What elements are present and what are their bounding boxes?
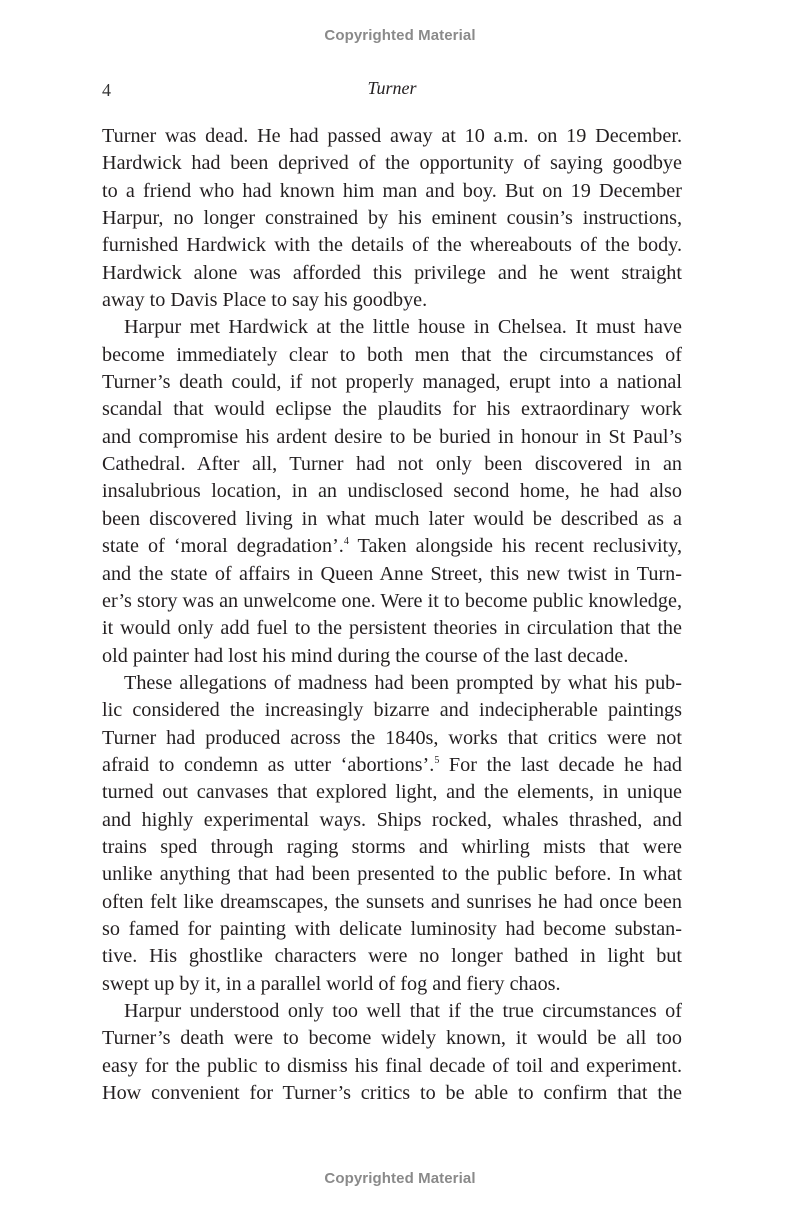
text-line: often felt like dreamscapes, the sunsets and sunrises he had once been bbox=[102, 890, 682, 913]
paragraph bbox=[102, 998, 682, 1107]
text-line: to a friend who had known him man and boy. But on 19 December bbox=[102, 179, 682, 202]
text-segment: afraid to condemn as utter ‘abortions’. bbox=[102, 753, 435, 776]
text-line: These allegations of madness had been prompted by what his pub- bbox=[124, 671, 682, 694]
text-line: Turner had produced across the 1840s, works that critics were not bbox=[102, 726, 682, 749]
text-line: and highly experimental ways. Ships rocked, whales thrashed, and bbox=[102, 808, 682, 831]
text-line: Harpur met Hardwick at the little house in Chelsea. It must have bbox=[124, 316, 682, 339]
paragraph bbox=[102, 314, 682, 669]
text-line: swept up by it, in a parallel world of fog and fiery chaos. bbox=[102, 972, 561, 995]
text-line: Hardwick had been deprived of the opportunity of saying goodbye bbox=[102, 152, 682, 175]
text-line bbox=[102, 752, 682, 779]
footnote-reference[interactable]: 5 bbox=[434, 754, 440, 766]
text-line: er’s story was an unwelcome one. Were it to become public knowledge, bbox=[102, 589, 682, 612]
copyright-watermark-top: Copyrighted Material bbox=[324, 27, 476, 44]
text-line: furnished Hardwick with the details of the whereabouts of the body. bbox=[102, 234, 682, 257]
text-line: it would only add fuel to the persistent theories in circulation that the bbox=[102, 617, 682, 640]
text-line: Harpur understood only too well that if the true circumstances of bbox=[124, 1000, 682, 1022]
paragraph bbox=[102, 670, 682, 998]
text-line: and the state of affairs in Queen Anne Street, this new twist in Turn- bbox=[102, 562, 682, 585]
text-line: Turner was dead. He had passed away at 10 a.m. on 19 December. bbox=[102, 125, 682, 147]
text-line: Harpur, no longer constrained by his eminent cousin’s instructions, bbox=[102, 207, 682, 230]
text-line: so famed for painting with delicate luminosity had become substan- bbox=[102, 917, 682, 940]
body-text bbox=[102, 123, 682, 1107]
text-line: trains sped through raging storms and whirling mists that were bbox=[102, 835, 682, 858]
text-line: been discovered living in what much later would be described as a bbox=[102, 507, 682, 530]
text-line: unlike anything that had been presented to the public before. In what bbox=[102, 863, 682, 886]
text-line: insalubrious location, in an undisclosed second home, he had also bbox=[102, 480, 682, 503]
text-line: How convenient for Turner’s critics to be able to confirm that the bbox=[102, 1082, 682, 1105]
text-line: Turner’s death could, if not properly managed, erupt into a national bbox=[102, 371, 682, 394]
text-line: old painter had lost his mind during the course of the last decade. bbox=[102, 644, 629, 667]
text-line: Cathedral. After all, Turner had not only been discovered in an bbox=[102, 453, 682, 476]
text-line: and compromise his ardent desire to be buried in honour in St Paul’s bbox=[102, 425, 682, 448]
copyright-watermark-bottom: Copyrighted Material bbox=[324, 1170, 476, 1187]
paragraph bbox=[102, 123, 682, 314]
text-line: easy for the public to dismiss his final decade of toil and experiment. bbox=[102, 1054, 682, 1077]
text-line: Hardwick alone was afforded this privilege and he went straight bbox=[102, 261, 682, 284]
text-segment: Taken alongside his recent reclusivity, bbox=[348, 535, 682, 558]
text-line: away to Davis Place to say his goodbye. bbox=[102, 289, 428, 312]
text-segment: For the last decade he had bbox=[439, 753, 682, 776]
page-number: 4 bbox=[102, 80, 111, 100]
text-line: become immediately clear to both men that the circumstances of bbox=[102, 343, 682, 366]
running-head bbox=[0, 78, 800, 102]
text-segment: state of ‘moral degradation’. bbox=[102, 535, 344, 558]
text-line: turned out canvases that explored light, and the elements, in unique bbox=[102, 781, 682, 804]
text-line: lic considered the increasingly bizarre and indecipherable paintings bbox=[102, 699, 682, 722]
text-line: tive. His ghostlike characters were no longer bathed in light but bbox=[102, 945, 682, 968]
footnote-reference[interactable]: 4 bbox=[343, 536, 349, 548]
running-title: Turner bbox=[367, 78, 417, 98]
text-line: scandal that would eclipse the plaudits for his extraordinary work bbox=[102, 398, 682, 421]
text-line bbox=[102, 533, 682, 560]
text-line: Turner’s death were to become widely known, it would be all too bbox=[102, 1027, 682, 1050]
